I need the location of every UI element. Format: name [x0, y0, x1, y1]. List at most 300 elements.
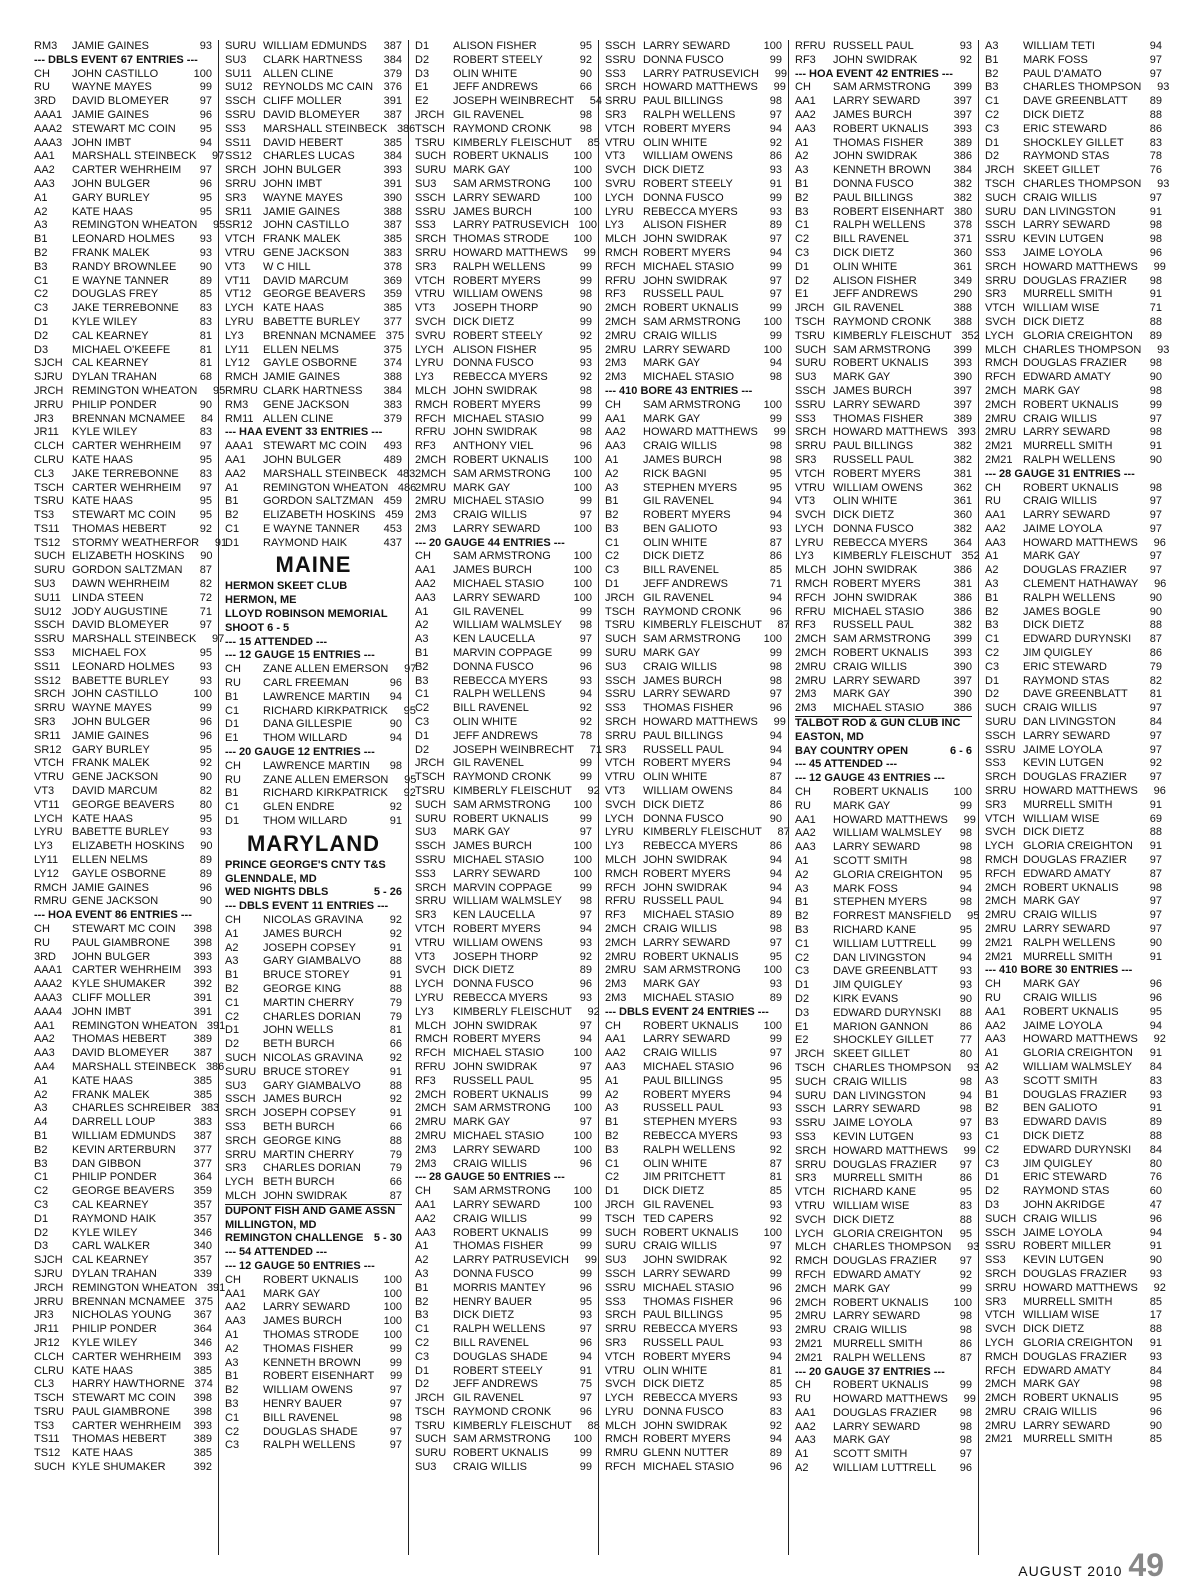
class-code: B1 — [34, 1129, 48, 1142]
shooter-name: CHARLES THOMPSON — [1023, 177, 1142, 190]
score: 47 — [1149, 1198, 1162, 1211]
class-code: 2MRU — [605, 343, 637, 356]
shooter-name: RAYMOND CRONK — [453, 122, 552, 135]
shooter-name: CRAIG WILLIS — [1023, 191, 1097, 204]
shooter-name: JOHN SWIDRAK — [643, 1254, 728, 1267]
result-row — [605, 1047, 782, 1061]
class-code: B1 — [795, 896, 809, 909]
state-heading: MARYLAND — [246, 830, 381, 856]
score: 92 — [769, 1143, 782, 1156]
class-code: JR3 — [34, 412, 54, 425]
result-row — [34, 1102, 220, 1116]
score: 98 — [579, 619, 592, 632]
shooter-name: JOHN SWIDRAK — [643, 854, 728, 867]
result-row — [225, 942, 402, 956]
shooter-name: SAM ARMSTRONG — [453, 177, 551, 190]
shooter-name: WILLIAM WALMSLEY — [1023, 1060, 1133, 1073]
score: 54 — [589, 95, 603, 108]
shooter-name: SAM ARMSTRONG — [833, 81, 931, 94]
shooter-name: GIL RAVENEL — [833, 302, 904, 315]
score: 85 — [1149, 1433, 1162, 1446]
class-code: MLCH — [605, 233, 637, 246]
score: 89 — [769, 1447, 782, 1460]
score: 71 — [769, 578, 782, 591]
shooter-name: CHARLES SCHREIBER — [72, 1102, 192, 1115]
shooter-name: MICHAEL STASIO — [453, 854, 545, 867]
class-code: AA2 — [415, 578, 436, 591]
result-row — [985, 675, 1162, 689]
score: 97 — [1149, 564, 1162, 577]
score: 483 — [396, 467, 416, 480]
class-code: VT3 — [795, 495, 816, 508]
score: 346 — [193, 1226, 212, 1239]
result-row — [605, 1282, 782, 1296]
class-code: E2 — [795, 1034, 809, 1047]
class-code: 2MCH — [985, 1392, 1017, 1405]
shooter-name: CAL KEARNEY — [72, 357, 149, 370]
shooter-name: GIL RAVENEL — [643, 495, 714, 508]
class-code: D2 — [795, 274, 810, 287]
score: 84 — [1149, 1364, 1162, 1377]
class-code: A2 — [225, 1342, 239, 1355]
result-row — [795, 509, 972, 523]
result-row — [605, 1075, 782, 1089]
score: 79 — [1149, 660, 1162, 673]
class-code: 2M21 — [985, 1433, 1013, 1446]
score: 96 — [769, 1461, 782, 1474]
shooter-name: JAMES BURCH — [643, 674, 722, 687]
result-row — [985, 688, 1162, 702]
score: 97 — [404, 663, 417, 676]
shooter-name: CRAIG WILLIS — [833, 1075, 907, 1088]
score: 98 — [579, 108, 592, 121]
shooter-name: CLIFF MOLLER — [263, 95, 342, 108]
result-row — [415, 757, 592, 771]
score: 97 — [1149, 854, 1162, 867]
score: 91 — [1149, 1240, 1162, 1253]
shooter-name: MICHAEL STASIO — [453, 412, 545, 425]
result-row — [415, 1351, 592, 1365]
class-code: B3 — [415, 1309, 429, 1322]
result-row — [34, 123, 212, 137]
result-row — [605, 1033, 782, 1047]
class-code: SURU — [415, 1447, 447, 1460]
shooter-name: CRAIG WILLIS — [1023, 1212, 1097, 1225]
class-code: 2MRU — [985, 923, 1017, 935]
score: 96 — [769, 1060, 782, 1073]
result-row — [795, 827, 972, 841]
shooter-name: JAMIE GAINES — [263, 205, 341, 218]
shooter-name: KEVIN LUTGEN — [1023, 1254, 1104, 1267]
class-code: SUCH — [415, 798, 447, 811]
shooter-name: SAM ARMSTRONG — [643, 964, 741, 977]
shooter-name: MARK GAY — [1023, 1378, 1081, 1391]
score: 383 — [383, 398, 402, 411]
class-code: 2M21 — [985, 440, 1013, 453]
class-code: C2 — [985, 647, 1000, 660]
shooter-name: EDWARD AMATY — [1023, 1364, 1112, 1377]
result-row — [985, 1268, 1162, 1282]
shooter-name: DOUGLAS FRAZIER — [1023, 274, 1127, 287]
shooter-name: ROBERT UKNALIS — [453, 1088, 549, 1101]
result-row — [795, 1048, 972, 1062]
shooter-name: JOHN AKRIDGE — [1023, 1198, 1105, 1211]
result-row — [225, 1176, 402, 1190]
score: 97 — [579, 509, 592, 522]
result-row — [985, 909, 1162, 923]
score: 92 — [199, 522, 212, 535]
shooter-name: DOUGLAS FRAZIER — [1023, 771, 1127, 784]
class-code: JRCH — [415, 757, 445, 770]
class-code: LYRU — [605, 205, 634, 218]
score: 90 — [1149, 605, 1162, 618]
shooter-name: GORDON SALTZMAN — [72, 564, 183, 577]
result-row — [985, 1213, 1162, 1227]
shooter-name: CARL FREEMAN — [263, 677, 349, 690]
class-code: SRRU — [795, 1158, 827, 1171]
class-code: VT3 — [415, 302, 436, 315]
shooter-name: DICK DIETZ — [1023, 1323, 1085, 1336]
class-code: JRCH — [34, 384, 64, 397]
class-code: 2MRU — [415, 1116, 447, 1129]
shooter-name: ERIC STEWARD — [1023, 122, 1107, 135]
event-header: --- 28 GAUGE 50 ENTRIES --- — [415, 1171, 565, 1184]
shooter-name: DICK DIETZ — [1023, 619, 1085, 632]
result-row — [795, 633, 972, 647]
shooter-name: MARVIN COPPAGE — [453, 647, 553, 660]
shooter-name: LARRY SEWARD — [1023, 509, 1111, 522]
score: 95 — [403, 704, 416, 717]
shooter-name: DAN LIVINGSTON — [1023, 716, 1116, 729]
class-code: RMCH — [605, 867, 638, 880]
shooter-name: ERIC STEWARD — [1023, 1171, 1107, 1184]
shooter-name: SKEET GILLET — [833, 1048, 910, 1061]
shooter-name: GENE JACKSON — [263, 398, 350, 411]
score: 96 — [1149, 991, 1162, 1004]
shooter-name: GIL RAVENEL — [643, 1198, 714, 1211]
score: 85 — [769, 1378, 782, 1391]
result-row — [34, 675, 212, 689]
result-row — [795, 1076, 972, 1090]
score: 99 — [769, 647, 782, 660]
shooter-name: RICHARD KIRKPATRICK — [263, 704, 388, 717]
score: 93 — [1149, 1267, 1162, 1280]
score: 382 — [953, 440, 972, 453]
class-code: 2MCH — [415, 1088, 447, 1101]
score: 93 — [1149, 1350, 1162, 1363]
shooter-name: LEONARD HOLMES — [72, 660, 175, 673]
shooter-name: GLORIA CREIGHTON — [1023, 329, 1133, 342]
shooter-name: RAYMOND HAIK — [263, 536, 348, 549]
result-row — [985, 564, 1162, 578]
score: 99 — [769, 53, 782, 66]
shooter-name: ROBERT EISENHART — [833, 205, 945, 218]
class-code: AA1 — [225, 453, 246, 466]
score: 94 — [769, 895, 782, 908]
score: 83 — [769, 1405, 782, 1418]
score: 71 — [1149, 302, 1162, 315]
score: 97 — [389, 1384, 402, 1397]
result-row — [605, 716, 786, 730]
shooter-name: ROBERT MYERS — [643, 867, 731, 880]
score: 99 — [963, 1393, 976, 1406]
class-code: SSCH — [34, 619, 65, 632]
score: 81 — [199, 343, 212, 356]
class-code: B2 — [34, 246, 48, 259]
shooter-name: KYLE WILEY — [72, 1336, 138, 1349]
shooter-name: WILLIAM OWENS — [453, 936, 543, 949]
shooter-name: JEFF ANDREWS — [833, 288, 918, 301]
result-row — [415, 1282, 592, 1296]
score: 99 — [773, 81, 786, 94]
result-row — [605, 771, 782, 785]
score: 91 — [214, 536, 228, 549]
result-row — [34, 578, 212, 592]
score: 94 — [199, 136, 212, 149]
result-row — [34, 1309, 212, 1323]
class-code: RMRU — [225, 384, 258, 397]
shooter-name: JOSEPH COPSEY — [263, 1107, 356, 1120]
result-row — [985, 1061, 1162, 1075]
shooter-name: JOHN SWIDRAK — [833, 591, 918, 604]
shooter-name: ROBERT UKNALIS — [453, 812, 549, 825]
shooter-name: ROBERT UKNALIS — [263, 1273, 359, 1286]
score: 94 — [769, 509, 782, 522]
score: 68 — [199, 371, 212, 384]
class-code: B2 — [225, 983, 239, 995]
score: 98 — [389, 759, 402, 772]
shooter-name: STEPHEN MYERS — [643, 1116, 738, 1129]
shooter-name: MARK GAY — [453, 826, 511, 839]
class-code: VTCH — [605, 1350, 635, 1363]
class-code: 2MCH — [985, 1378, 1017, 1391]
result-row — [795, 702, 972, 717]
class-code: AAA1 — [34, 964, 63, 977]
shooter-name: OLIN WHITE — [453, 67, 518, 80]
score: 96 — [769, 605, 782, 618]
class-code: SSRU — [795, 1117, 826, 1130]
shooter-name: CRAIG WILLIS — [643, 660, 717, 673]
shooter-name: WILLIAM WISE — [833, 1199, 910, 1212]
class-code: B1 — [34, 233, 48, 246]
score: 357 — [193, 1198, 212, 1211]
class-code: SU3 — [605, 1254, 627, 1267]
score: 99 — [769, 1267, 782, 1280]
class-code: 3RD — [34, 95, 57, 108]
class-code: AA3 — [34, 177, 55, 190]
result-row — [225, 1412, 402, 1426]
class-code: 2MRU — [795, 1310, 827, 1323]
shooter-name: CARTER WEHRHEIM — [72, 964, 182, 977]
score: 96 — [1149, 1405, 1162, 1418]
score: 95 — [579, 343, 592, 356]
result-row — [795, 869, 972, 883]
class-code: SURU — [605, 1240, 637, 1253]
score: 92 — [769, 136, 782, 149]
shooter-name: JAMIE GAINES — [72, 881, 150, 894]
result-row — [415, 647, 592, 661]
result-row — [415, 164, 592, 178]
score: 99 — [773, 716, 786, 729]
shooter-name: WILLIAM WALMSLEY — [833, 827, 943, 840]
shooter-name: REMINGTON WHEATON — [72, 1281, 198, 1294]
class-code: SVCH — [985, 1323, 1016, 1336]
class-code: SS11 — [34, 660, 61, 673]
result-row — [795, 137, 972, 151]
score: 290 — [953, 288, 972, 301]
shooter-name: KEN LAUCELLA — [453, 633, 535, 646]
score: 79 — [389, 1010, 402, 1023]
score: 88 — [959, 1006, 972, 1019]
score: 352 — [961, 550, 980, 563]
shooter-name: PHILIP PONDER — [72, 1323, 157, 1336]
class-code: LYRU — [605, 826, 634, 839]
score: 100 — [573, 578, 592, 591]
shooter-name: TED CAPERS — [643, 1212, 714, 1225]
class-code: C3 — [985, 1157, 1000, 1170]
score: 97 — [579, 1116, 592, 1129]
result-row — [795, 426, 976, 440]
shooter-name: MICHAEL FOX — [72, 647, 147, 660]
shooter-name: RUSSELL PAUL — [833, 40, 914, 52]
result-row — [985, 895, 1162, 909]
shooter-name: JOHN IMBT — [72, 136, 132, 149]
class-code: SR11 — [225, 205, 252, 218]
shooter-name: JIM QUIGLEY — [1023, 647, 1093, 660]
shooter-name: THOMAS FISHER — [453, 1240, 544, 1253]
shooter-name: KATE HAAS — [72, 453, 133, 466]
score: 60 — [1149, 1185, 1162, 1198]
class-code: SSRU — [985, 743, 1016, 756]
shooter-name: CRAIG WILLIS — [1023, 412, 1097, 425]
shooter-name: KATE HAAS — [72, 1447, 133, 1460]
class-code: E1 — [225, 732, 239, 745]
class-code: SR12 — [34, 743, 62, 756]
class-code: 2M21 — [795, 1337, 823, 1350]
result-row — [795, 1200, 972, 1214]
class-code: 2M21 — [985, 453, 1013, 466]
result-row — [605, 1061, 782, 1075]
shooter-name: RANDY BROWNLEE — [72, 260, 177, 273]
class-code: SS12 — [225, 150, 252, 163]
score: 398 — [193, 936, 212, 949]
result-row — [415, 730, 592, 744]
result-row — [34, 744, 212, 758]
score: 91 — [1149, 288, 1162, 301]
class-code: CH — [795, 1379, 811, 1392]
shooter-name: REMINGTON WHEATON — [72, 384, 198, 397]
class-code: MLCH — [985, 343, 1017, 356]
class-code: JRCH — [415, 1392, 445, 1405]
shooter-name: JIM PRITCHETT — [643, 1171, 726, 1184]
class-code: SURU — [985, 716, 1017, 729]
result-row — [605, 854, 782, 868]
class-code: SU3 — [225, 1079, 247, 1092]
result-row — [985, 413, 1162, 427]
result-row — [34, 192, 212, 206]
class-code: SS3 — [795, 412, 816, 425]
score: 89 — [1149, 95, 1162, 108]
result-row — [795, 219, 972, 233]
event-header: --- 54 ATTENDED --- — [225, 1246, 328, 1259]
shooter-name: JOHN SWIDRAK — [453, 1060, 538, 1073]
shooter-name: THOMAS FISHER — [643, 1295, 734, 1308]
shooter-name: FRANK MALEK — [72, 757, 150, 770]
score: 93 — [579, 357, 592, 370]
result-row — [225, 385, 402, 399]
score: 97 — [769, 936, 782, 949]
score: 97 — [959, 1255, 972, 1268]
result-row — [605, 868, 782, 882]
score: 352 — [961, 329, 980, 342]
shooter-name: DAVE GREENBLATT — [1023, 688, 1128, 701]
shooter-name: LARRY SEWARD — [833, 1420, 921, 1433]
class-code: AA2 — [225, 1301, 246, 1314]
score: 378 — [953, 219, 972, 232]
shooter-name: GARY GIAMBALVO — [263, 1079, 361, 1092]
result-row — [605, 619, 790, 633]
event-header: --- 410 BORE 30 ENTRIES --- — [985, 964, 1133, 977]
score: 389 — [193, 1033, 212, 1046]
class-code: B1 — [795, 177, 809, 190]
shooter-name: EDWARD DURYNSKI — [1023, 1143, 1132, 1156]
result-row — [795, 95, 972, 109]
result-row — [225, 523, 402, 537]
class-code: TSRU — [795, 329, 825, 342]
result-row — [34, 1033, 212, 1047]
result-row — [34, 482, 212, 496]
class-code: A2 — [34, 1088, 48, 1101]
score: 89 — [1149, 1116, 1162, 1129]
shooter-name: GIL RAVENEL — [643, 591, 714, 604]
score: 89 — [769, 219, 782, 232]
class-code: VTRU — [605, 1364, 635, 1377]
class-code: SSRU — [415, 205, 446, 218]
event-header: --- 20 GAUGE 37 ENTRIES --- — [795, 1365, 945, 1378]
club-info-line: MILLINGTON, MD — [225, 1218, 317, 1231]
class-code: CLRU — [34, 1364, 64, 1377]
class-code: LYRU — [795, 536, 824, 549]
class-code: TSCH — [415, 1405, 445, 1418]
shooter-name: ROBERT MYERS — [833, 467, 921, 480]
class-code: 2MCH — [795, 647, 827, 660]
class-code: SVCH — [605, 164, 636, 177]
score: 99 — [579, 1212, 592, 1225]
score: 96 — [959, 1462, 972, 1475]
result-row — [34, 1351, 212, 1365]
class-code: SU3 — [415, 1461, 437, 1474]
score: 91 — [1149, 1047, 1162, 1060]
shooter-name: MORRIS MANTEY — [453, 1281, 546, 1294]
result-row — [795, 1269, 972, 1283]
result-row — [415, 1254, 597, 1268]
score: 391 — [193, 1005, 212, 1018]
class-code: 2MRU — [795, 674, 827, 687]
result-row — [415, 1061, 592, 1075]
shooter-name: ROBERT UKNALIS — [643, 1019, 739, 1032]
class-code: AA2 — [415, 1212, 436, 1225]
class-code: A3 — [225, 1356, 239, 1369]
score: 397 — [953, 95, 972, 108]
result-row — [795, 413, 972, 427]
result-row — [34, 730, 212, 744]
shooter-name: BABETTE BURLEY — [72, 826, 170, 839]
class-code: SVCH — [605, 798, 636, 811]
result-row — [985, 247, 1162, 261]
score: 89 — [1149, 329, 1162, 342]
shooter-name: SKEET GILLET — [1023, 164, 1100, 177]
score: 94 — [389, 690, 402, 703]
